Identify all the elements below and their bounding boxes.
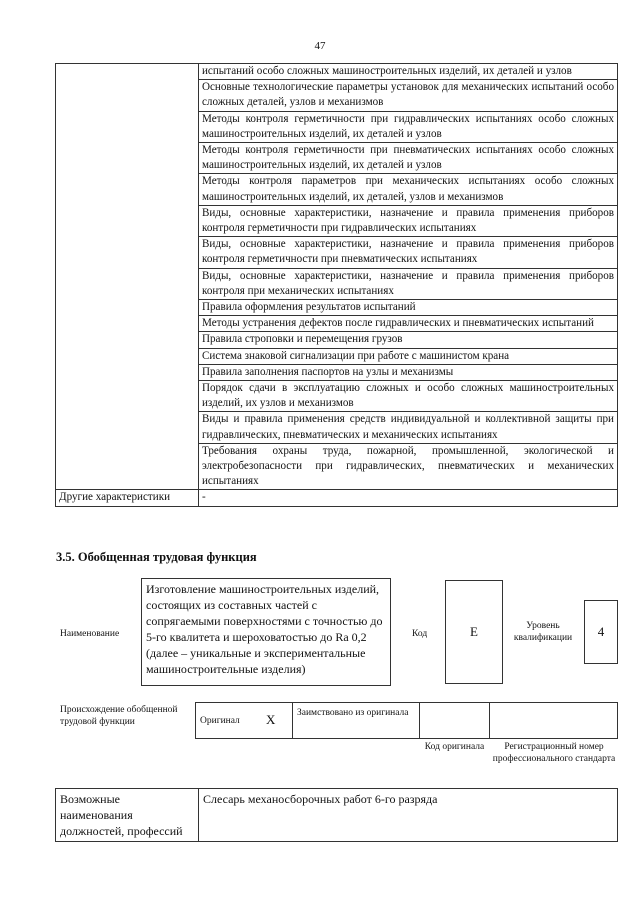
knowledge-item: Правила строповки и перемещения грузов — [199, 332, 618, 348]
knowledge-item: испытаний особо сложных машиностроительных изделий, их деталей и узлов — [199, 64, 618, 80]
other-characteristics-row — [56, 490, 618, 506]
code-value-box — [445, 580, 503, 684]
borrowed-label: Заимствовано из оригинала — [297, 708, 409, 718]
knowledge-row — [56, 64, 618, 80]
knowledge-item: Виды, основные характеристики, назначение и правила применения приборов контроля герметичности при гидравлических испытаниях — [199, 205, 618, 236]
function-name-box — [141, 578, 391, 686]
knowledge-label-cell — [56, 64, 199, 490]
knowledge-item: Виды, основные характеристики, назначение и правила применения приборов контроля при механических испытаниях — [199, 268, 618, 299]
positions-value: Слесарь механосборочных работ 6-го разряда — [199, 789, 618, 842]
knowledge-table — [55, 63, 618, 507]
knowledge-item: Методы контроля герметичности при гидравлических испытаниях особо сложных машиностроительных изделий, их деталей и узлов — [199, 111, 618, 142]
knowledge-item: Правила оформления результатов испытаний — [199, 300, 618, 316]
origin-divider-1 — [292, 702, 293, 739]
other-characteristics-label: Другие характеристики — [56, 490, 199, 506]
positions-label: Возможные наименования должностей, профессий — [56, 789, 199, 842]
reg-number-caption: Регистрационный номер профессионального стандарта — [492, 742, 616, 764]
function-name-value: Изготовление машиностроительных изделий, состоящих из составных частей с сопрягаемыми поверхностями с точностью до 5-го квалитета и шероховатостью до Ra 0,2 (далее – уникальные и экспериментальные машиностроительные изделия) — [146, 582, 383, 676]
knowledge-item: Методы контроля герметичности при пневматических испытаниях особо сложных машиностроительных изделий, их деталей и узлов — [199, 143, 618, 174]
code-label: Код — [412, 629, 428, 639]
section-title: 3.5. Обобщенная трудовая функция — [56, 550, 257, 564]
original-mark: X — [266, 712, 276, 727]
knowledge-item: Порядок сдачи в эксплуатацию сложных и особо сложных машиностроительных изделий, их узлов и механизмов — [199, 381, 618, 412]
knowledge-item: Требования охраны труда, пожарной, промышленной, экологической и электробезопасности при гидравлических, пневматических и механических испытаниях — [199, 443, 618, 490]
knowledge-item: Виды и правила применения средств индивидуальной и коллективной защиты при гидравлических, пневматических и механических испытаниях — [199, 412, 618, 443]
origin-divider-3 — [489, 702, 490, 739]
knowledge-item: Система знаковой сигнализации при работе с машинистом крана — [199, 348, 618, 364]
origin-label: Происхождение обобщенной трудовой функции — [60, 705, 178, 727]
origin-divider-2 — [419, 702, 420, 739]
knowledge-item: Правила заполнения паспортов на узлы и механизмы — [199, 364, 618, 380]
code-value: E — [470, 624, 478, 639]
knowledge-item: Основные технологические параметры установок для механических испытаний особо сложных деталей, узлов и механизмов — [199, 80, 618, 111]
positions-table — [55, 788, 618, 842]
knowledge-item: Методы устранения дефектов после гидравлических и пневматических испытаний — [199, 316, 618, 332]
level-value: 4 — [597, 624, 605, 639]
knowledge-item: Методы контроля параметров при механических испытаниях особо сложных машиностроительных изделий, их деталей, узлов и механизмов — [199, 174, 618, 205]
name-label: Наименование — [60, 629, 120, 639]
code-original-caption: Код оригинала — [424, 742, 485, 752]
level-value-box — [584, 600, 618, 664]
other-characteristics-value: - — [199, 490, 618, 506]
page-number: 47 — [314, 40, 326, 52]
knowledge-item: Виды, основные характеристики, назначение и правила применения приборов контроля герметичности при пневматических испытаниях — [199, 237, 618, 268]
original-label: Оригинал — [200, 716, 240, 726]
level-label: Уровень квалификации — [513, 621, 573, 643]
